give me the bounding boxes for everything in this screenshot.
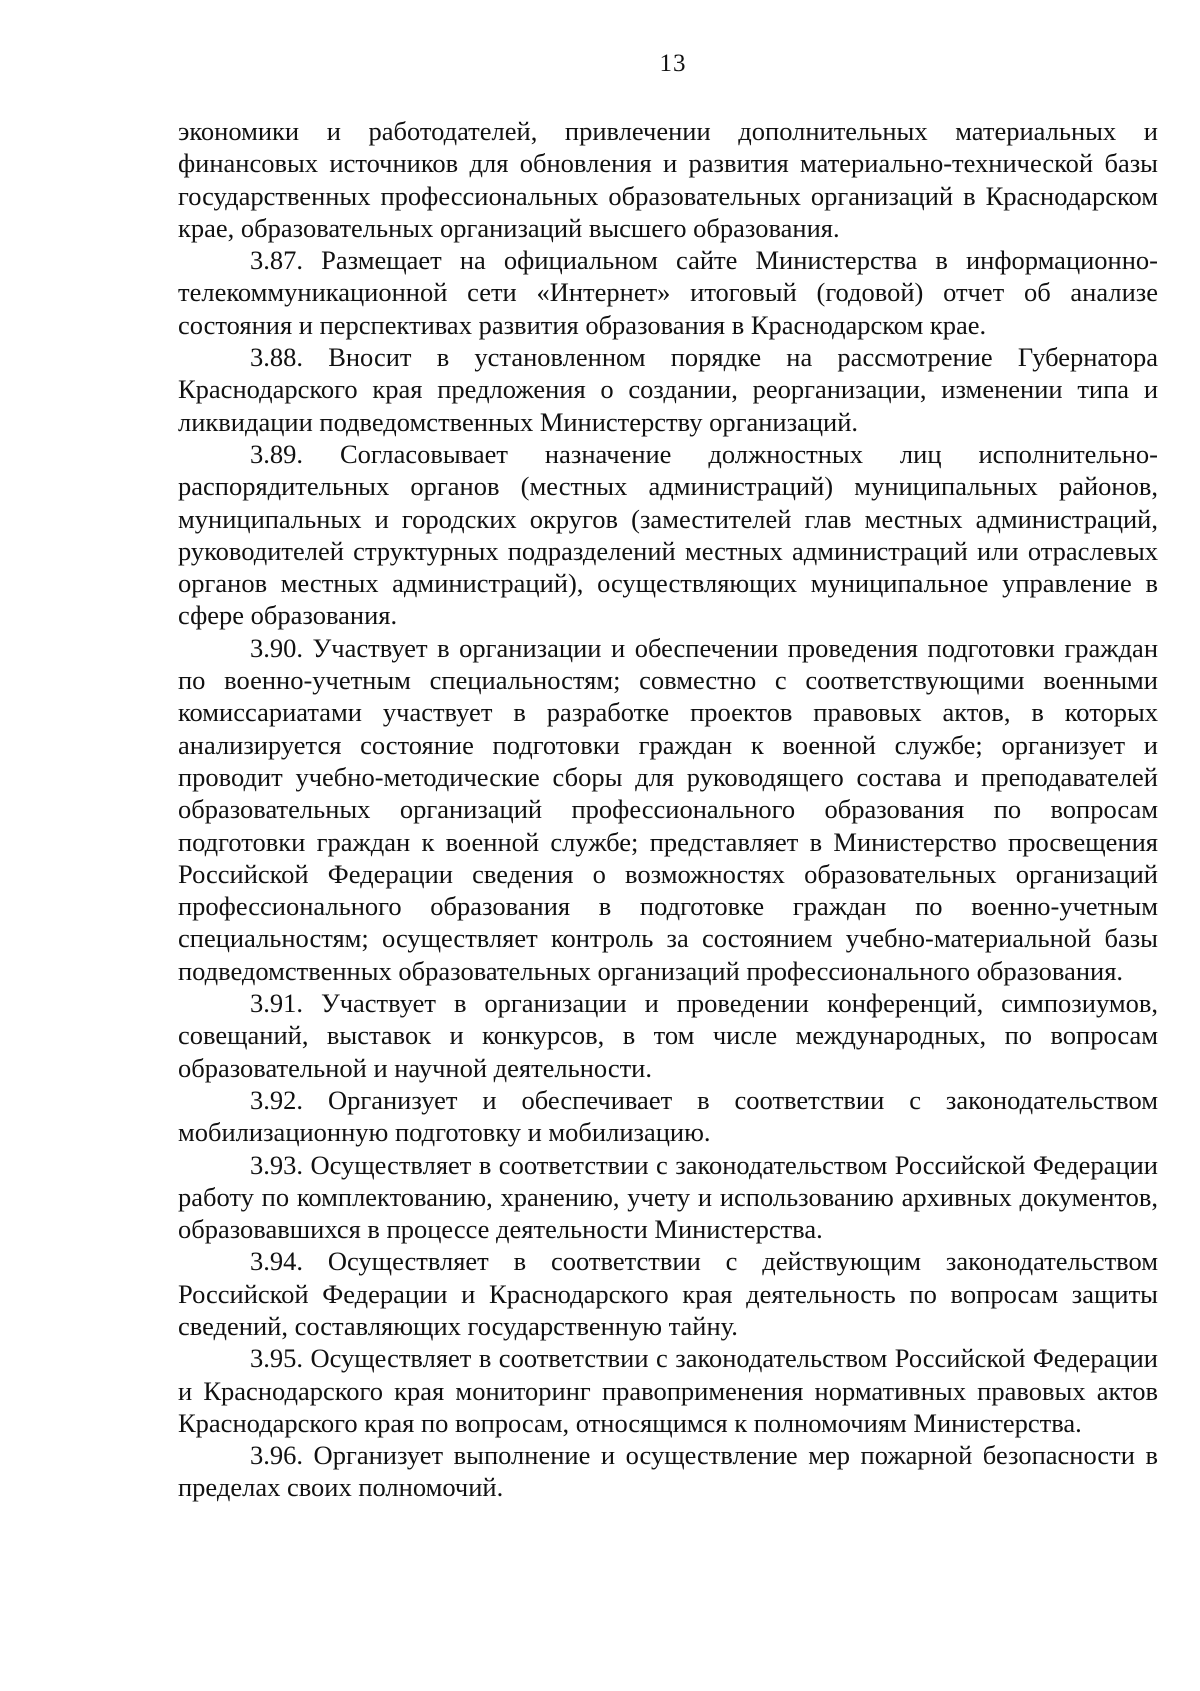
paragraph-3-88: 3.88. Вносит в установленном порядке на рассмотрение Губернатора Краснодарского края предложения о создании, реорганизации, изменении типа и ликвидации подведомственных Министерству организаций. (178, 342, 1158, 437)
paragraph-3-89: 3.89. Согласовывает назначение должностных лиц исполнительно-распорядительных органов (местных администраций) муниципальных районов, муниципальных и городских округов (заместителей глав местных администраций, руководителей структурных подразделений местных администраций или отраслевых органов местных администраций), осуществляющих муниципальное управление в сфере образования. (178, 438, 1158, 631)
paragraph-continuation: экономики и работодателей, привлечении дополнительных материальных и финансовых источников для обновления и развития материально-технической базы государственных профессиональных образовательных организаций в Краснодарском крае, образовательных организаций высшего образования. (178, 116, 1158, 243)
paragraph-3-91: 3.91. Участвует в организации и проведении конференций, симпозиумов, совещаний, выставок и конкурсов, в том числе международных, по вопросам образовательной и научной деятельности. (178, 988, 1158, 1083)
document-body (178, 115, 1158, 1504)
page-number: 13 (659, 50, 687, 77)
paragraph-3-96: 3.96. Организует выполнение и осуществление мер пожарной безопасности в пределах своих полномочий. (178, 1440, 1158, 1503)
paragraph-3-94: 3.94. Осуществляет в соответствии с действующим законодательством Российской Федерации и Краснодарского края деятельность по вопросам защиты сведений, составляющих государственную тайну. (178, 1246, 1158, 1341)
paragraph-3-90: 3.90. Участвует в организации и обеспечении проведения подготовки граждан по военно-учетным специальностям; совместно с соответствующими военными комиссариатами участвует в разработке проектов правовых актов, в которых анализируется состояние подготовки граждан к военной службе; организует и проводит учебно-методические сборы для руководящего состава и преподавателей образовательных организаций профессионального образования по вопросам подготовки граждан к военной службе; представляет в Министерство просвещения Российской Федерации сведения о возможностях образовательных организаций профессионального образования в подготовке граждан по военно-учетным специальностям; осуществляет контроль за состоянием учебно-материальной базы подведомственных образовательных организаций профессионального образования. (178, 632, 1158, 986)
paragraph-3-95: 3.95. Осуществляет в соответствии с законодательством Российской Федерации и Краснодарского края мониторинг правоприменения нормативных правовых актов Краснодарского края по вопросам, относящимся к полномочиям Министерства. (178, 1343, 1158, 1438)
paragraph-3-87: 3.87. Размещает на официальном сайте Министерства в информационно-телекоммуникационной сети «Интернет» итоговый (годовой) отчет об анализе состояния и перспективах развития образования в Краснодарском крае. (178, 245, 1158, 340)
paragraph-3-93: 3.93. Осуществляет в соответствии с законодательством Российской Федерации работу по комплектованию, хранению, учету и использованию архивных документов, образовавшихся в процессе деятельности Министерства. (178, 1149, 1158, 1245)
paragraph-3-92: 3.92. Организует и обеспечивает в соответствии с законодательством мобилизационную подготовку и мобилизацию. (178, 1084, 1158, 1148)
